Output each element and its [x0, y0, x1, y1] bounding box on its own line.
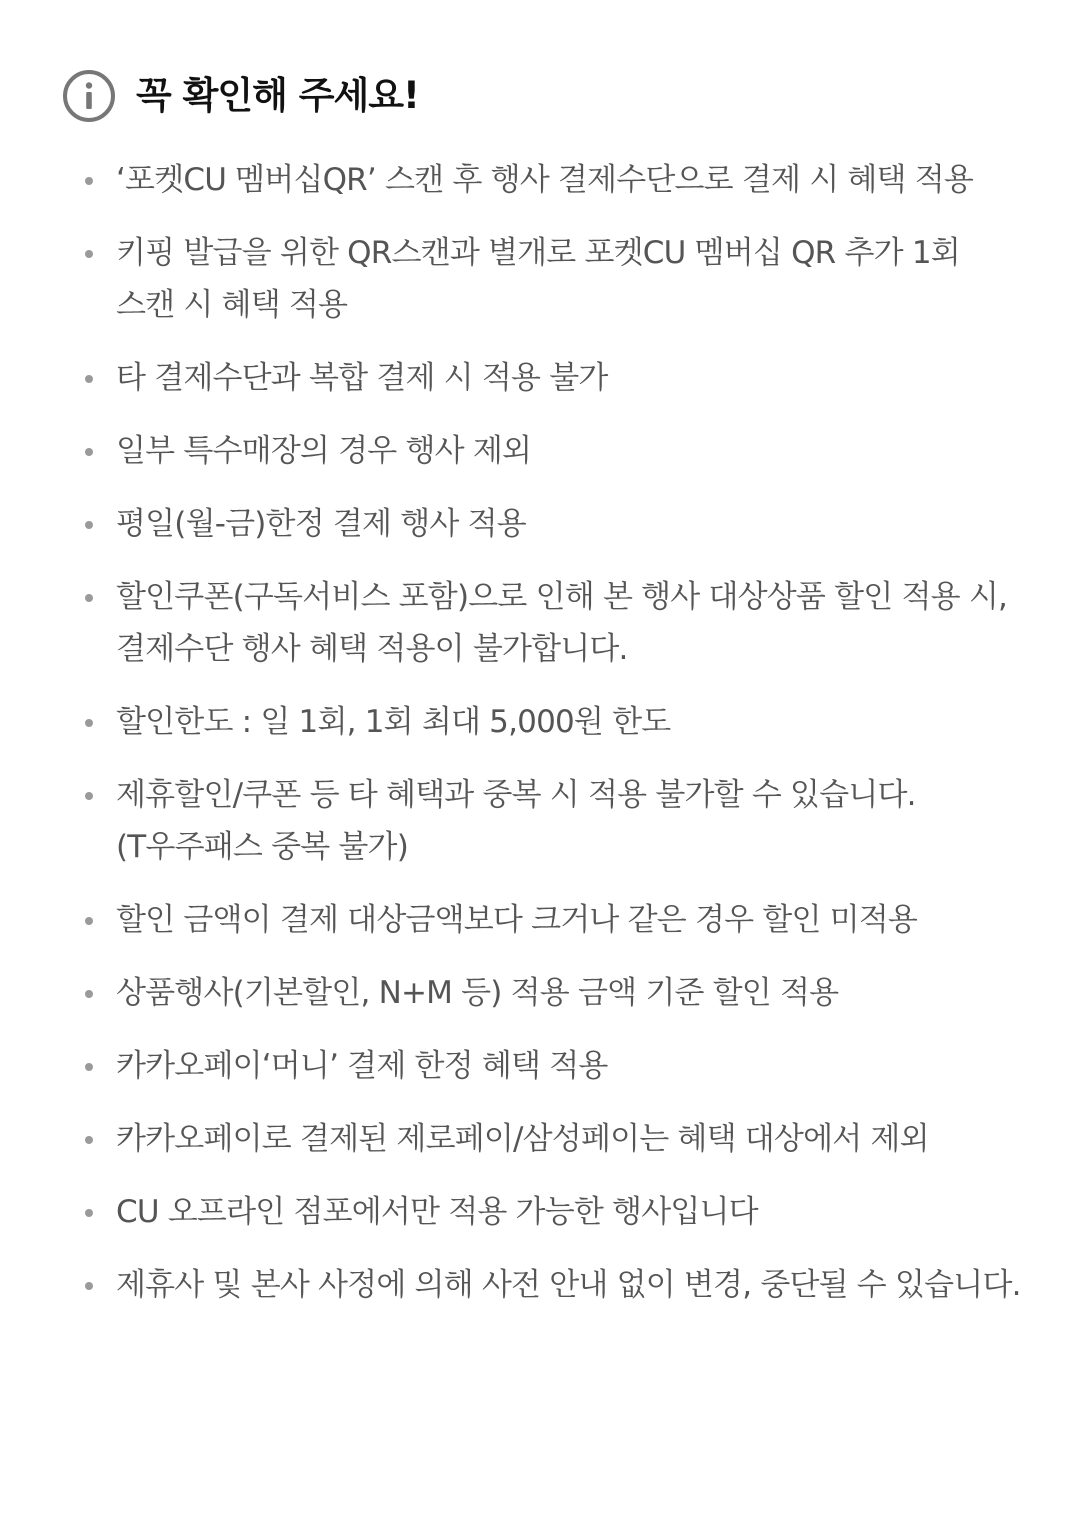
notice-section	[62, 66, 1022, 1303]
list-item	[62, 769, 1022, 873]
list-item	[62, 967, 1022, 1019]
list-item-text: 일부 특수매장의 경우 행사 제외	[116, 433, 532, 469]
list-item	[62, 1186, 1022, 1238]
list-item	[62, 352, 1022, 404]
list-item	[62, 1040, 1022, 1092]
bullet-dot	[85, 1282, 93, 1290]
list-item	[62, 894, 1022, 946]
list-item	[62, 571, 1022, 675]
bullet-dot	[85, 1136, 93, 1144]
bullet-dot	[85, 719, 93, 727]
list-item	[62, 1113, 1022, 1165]
bullet-dot	[85, 792, 93, 800]
notice-list	[62, 154, 1022, 1332]
bullet-dot	[85, 917, 93, 925]
list-item-text: ‘포켓CU 멤버십QR’ 스캔 후 행사 결제수단으로 결제 시 혜택 적용	[116, 162, 974, 198]
info-icon	[62, 69, 116, 123]
notice-header	[62, 66, 1022, 126]
list-item-text: 상품행사(기본할인, N+M 등) 적용 금액 기준 할인 적용	[116, 975, 839, 1011]
list-item-text: 카카오페이로 결제된 제로페이/삼성페이는 혜택 대상에서 제외	[116, 1121, 929, 1157]
bullet-dot	[85, 375, 93, 383]
list-item-text: 할인쿠폰(구독서비스 포함)으로 인해 본 행사 대상상품 할인 적용 시, 결제수단 행사 혜택 적용이 불가합니다.	[116, 579, 1008, 667]
list-item	[62, 498, 1022, 550]
list-item-text: 카카오페이‘머니’ 결제 한정 혜택 적용	[116, 1048, 608, 1084]
list-item	[62, 227, 1022, 331]
bullet-dot	[85, 1209, 93, 1217]
bullet-dot	[85, 990, 93, 998]
bullet-dot	[85, 521, 93, 529]
list-item	[62, 696, 1022, 748]
bullet-dot	[85, 448, 93, 456]
bullet-dot	[85, 594, 93, 602]
list-item	[62, 425, 1022, 477]
list-item-text: 할인 금액이 결제 대상금액보다 크거나 같은 경우 할인 미적용	[116, 902, 918, 938]
list-item-text: 제휴사 및 본사 사정에 의해 사전 안내 없이 변경, 중단될 수 있습니다.	[116, 1267, 1021, 1303]
notice-title: 꼭 확인해 주세요!	[136, 74, 419, 117]
bullet-dot	[85, 250, 93, 258]
bullet-dot	[85, 177, 93, 185]
list-item-text: 타 결제수단과 복합 결제 시 적용 불가	[116, 360, 608, 396]
list-item	[62, 154, 1022, 206]
list-item-text: 키핑 발급을 위한 QR스캔과 별개로 포켓CU 멤버십 QR 추가 1회 스캔 시 혜택 적용	[116, 235, 960, 323]
bullet-dot	[85, 1063, 93, 1071]
list-item-text: CU 오프라인 점포에서만 적용 가능한 행사입니다	[116, 1194, 758, 1230]
list-item-text: 제휴할인/쿠폰 등 타 혜택과 중복 시 적용 불가할 수 있습니다. (T우주패스 중복 불가)	[116, 777, 916, 865]
list-item-text: 평일(월-금)한정 결제 행사 적용	[116, 506, 526, 542]
list-item-text: 할인한도 : 일 1회, 1회 최대 5,000원 한도	[116, 704, 671, 740]
list-item	[62, 1259, 1022, 1311]
